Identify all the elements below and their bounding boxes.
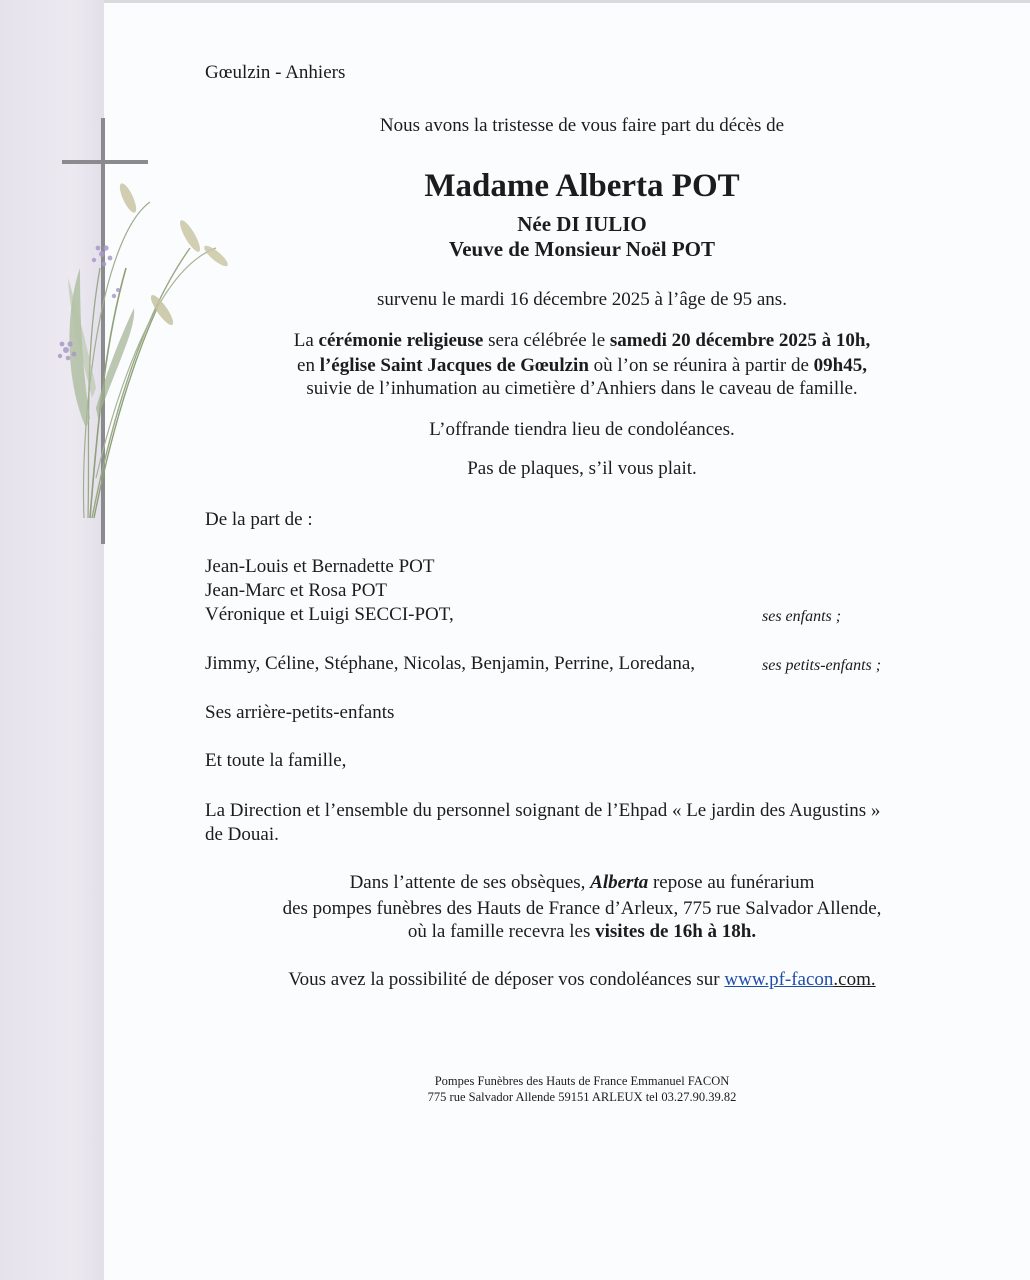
death-line: survenu le mardi 16 décembre 2025 à l’âge de 95 ans. [377,289,787,310]
whole-family-line: Et toute la famille, [205,750,347,771]
birth-name: Née DI IULIO [517,212,647,236]
grandchildren-label: ses petits-enfants ; [762,657,882,674]
rest-text: où la famille recevra les [407,921,596,942]
rest-line-2: des pompes funèbres des Hauts de France d’Arleux, 775 rue Salvador Allende, [282,898,882,919]
ceremony-line-1 [182,330,982,352]
footer-company: Pompes Funèbres des Hauts de France Emmanuel FACON [434,1074,730,1088]
offering-line: L’offrande tiendra lieu de condoléances. [429,419,735,440]
grandchildren-line: Jimmy, Céline, Stéphane, Nicolas, Benjamin, Perrine, Loredana, [205,653,696,674]
intro-text: Nous avons la tristesse de vous faire part du décès de [379,115,785,136]
rest-line-3 [182,921,982,943]
children-label: ses enfants ; [762,608,842,625]
ceremony-line-3: suivie de l’inhumation au cimetière d’Anhiers dans le caveau de famille. [306,378,858,399]
from-label: De la part de : [205,509,313,530]
deceased-name: Madame Alberta POT [424,168,740,204]
condolences-link[interactable]: www.pf-facon [724,969,834,990]
rest-line-1 [182,872,982,894]
ceremony-text: en [297,355,320,376]
child-2: Jean-Marc et Rosa POT [205,580,388,601]
child-1: Jean-Louis et Bernadette POT [205,556,435,577]
child-3: Véronique et Luigi SECCI-POT, [205,604,454,625]
great-grandchildren-line: Ses arrière-petits-enfants [205,702,395,723]
condolences-link-suffix[interactable]: .com. [833,969,876,990]
top-edge [0,0,1030,3]
staff-line-1: La Direction et l’ensemble du personnel soignant de l’Ehpad « Le jardin des Augustins » [205,800,881,821]
condolences-text: Vous avez la possibilité de déposer vos condoléances sur [288,969,725,990]
rest-text: repose au funérarium [648,872,815,893]
no-plaques-line: Pas de plaques, s’il vous plait. [467,458,697,479]
gathering-time: 09h45, [813,355,867,376]
ceremony-date: samedi 20 décembre 2025 à 10h, [609,330,871,351]
location-header: Gœulzin - Anhiers [205,62,346,83]
ceremony-text: où l’on se réunira à partir de [588,355,814,376]
ceremony-line-2 [182,355,982,377]
first-name: Alberta [590,872,649,893]
visiting-hours: visites de 16h à 18h. [595,921,757,942]
widow-line: Veuve de Monsieur Noël POT [449,237,715,261]
ceremony-type: cérémonie religieuse [318,330,484,351]
condolences-line [182,969,982,991]
staff-line-2: de Douai. [205,824,279,845]
ceremony-place: l’église Saint Jacques de Gœulzin [319,355,589,376]
footer-address: 775 rue Salvador Allende 59151 ARLEUX tel 03.27.90.39.82 [427,1090,737,1104]
ceremony-text: La [293,330,319,351]
ceremony-text: sera célébrée le [483,330,610,351]
rest-text: Dans l’attente de ses obsèques, [349,872,591,893]
